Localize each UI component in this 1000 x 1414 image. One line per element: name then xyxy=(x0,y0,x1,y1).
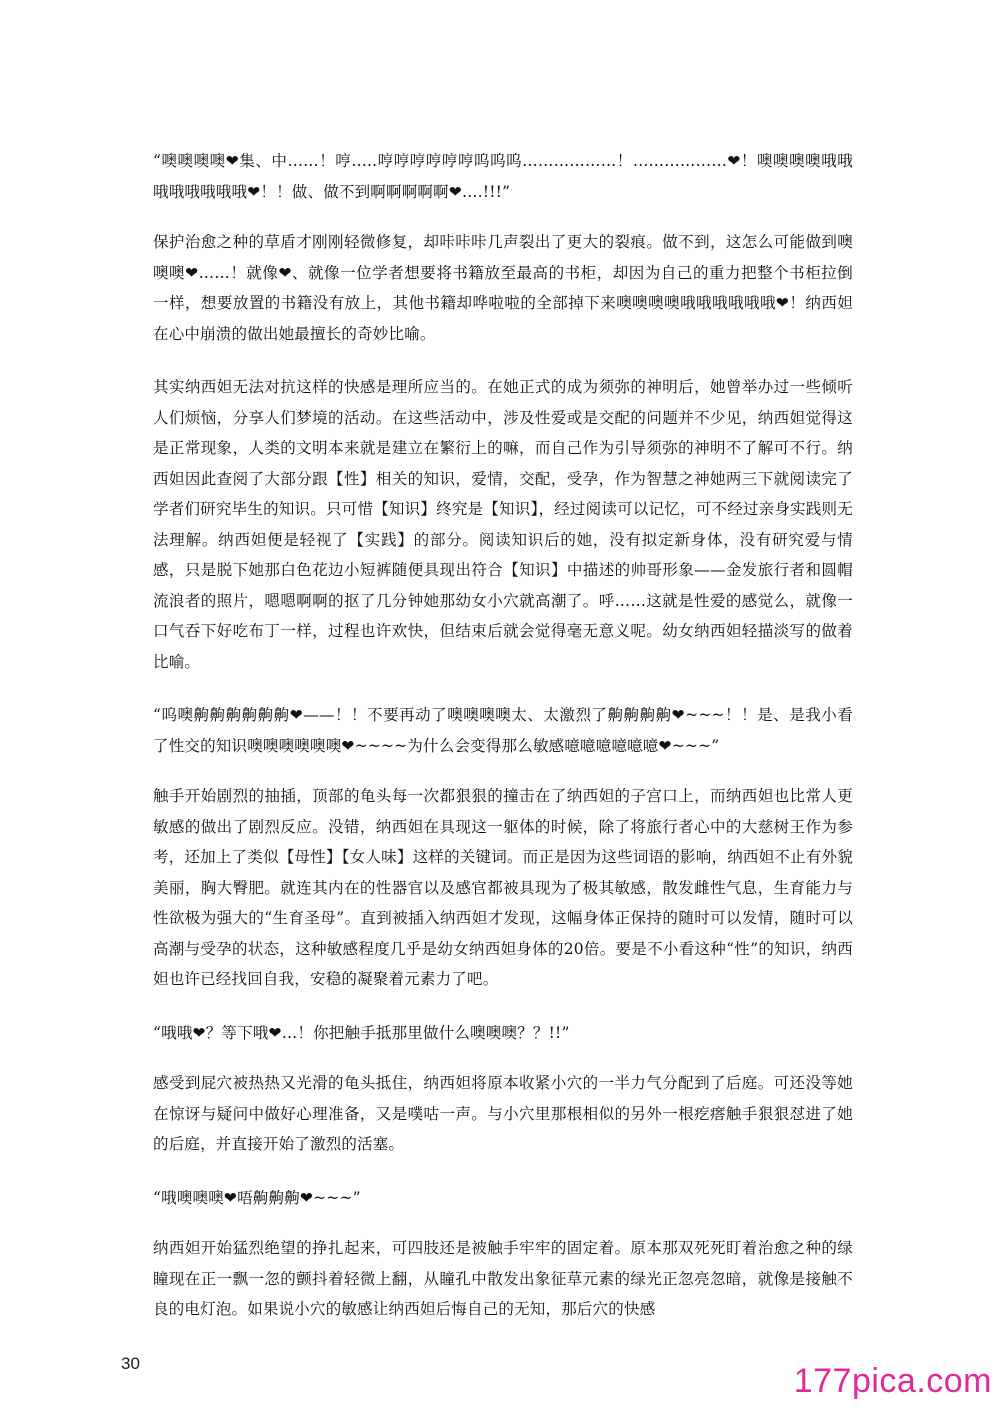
narrative-paragraph: 触手开始剧烈的抽插，顶部的龟头每一次都狠狠的撞击在了纳西妲的子宫口上，而纳西妲也比常人更敏感的做出了剧烈反应。没错，纳西妲在具现这一躯体的时候，除了将旅行者心中的大慈树王作为参考，还加上了类似【母性】【女人味】这样的关键词。而正是因为这些词语的影响，纳西妲不止有外貌美丽，胸大臀肥。就连其内在的性器官以及感官都被具现为了极其敏感，散发雌性气息，生育能力与性欲极为强大的“生育圣母”。直到被插入纳西妲才发现，这幅身体正保持的随时可以发情，随时可以高潮与受孕的状态，这种敏感程度几乎是幼女纳西妲身体的20倍。要是不小看这种“性”的知识，纳西妲也许已经找回自我，安稳的凝聚着元素力了吧。 xyxy=(153,787,853,988)
dialogue-paragraph: “呜噢齁齁齁齁齁齁❤——！！不要再动了噢噢噢噢太、太激烈了齁齁齁齁❤~~~！！是、是我小看了性交的知识噢噢噢噢噢噢❤~~~~为什么会变得那么敏感噫噫噫噫噫噫❤~~~” xyxy=(153,706,853,755)
page-number: 30 xyxy=(121,1354,140,1373)
narrative-paragraph: 保护治愈之种的草盾才刚刚轻微修复，却咔咔咔几声裂出了更大的裂痕。做不到，这怎么可能做到噢噢噢❤……！就像❤、就像一位学者想要将书籍放至最高的书柜，却因为自己的重力把整个书柜拉倒一样，想要放置的书籍没有放上，其他书籍却哗啦啦的全部掉下来噢噢噢噢哦哦哦哦哦哦❤！纳西妲在心中崩溃的做出她最擅长的奇妙比喻。 xyxy=(153,233,853,343)
narrative-paragraph: 感受到屁穴被热热又光滑的龟头抵住，纳西妲将原本收紧小穴的一半力气分配到了后庭。可还没等她在惊讶与疑问中做好心理准备，又是噗咕一声。与小穴里那根相似的另外一根疙瘩触手狠狠怼进了她的后庭，并直接开始了激烈的活塞。 xyxy=(153,1074,853,1153)
dialogue-paragraph: “哦哦❤？等下哦❤…！你把触手抵那里做什么噢噢噢？？!!” xyxy=(153,1023,570,1042)
site-watermark: 177pica.com xyxy=(793,1362,992,1400)
page-body xyxy=(153,146,853,1348)
narrative-paragraph: 纳西妲开始猛烈绝望的挣扎起来，可四肢还是被触手牢牢的固定着。原本那双死死盯着治愈之种的绿瞳现在正一飘一忽的颤抖着轻微上翻，从瞳孔中散发出象征草元素的绿光正忽亮忽暗，就像是接触不良的电灯泡。如果说小穴的敏感让纳西妲后悔自己的无知，那后穴的快感 xyxy=(153,1239,853,1318)
narrative-paragraph: 其实纳西妲无法对抗这样的快感是理所应当的。在她正式的成为须弥的神明后，她曾举办过一些倾听人们烦恼，分享人们梦境的活动。在这些活动中，涉及性爱或是交配的问题并不少见，纳西妲觉得这是正常现象，人类的文明本来就是建立在繁衍上的嘛，而自己作为引导须弥的神明不了解可不行。纳西妲因此查阅了大部分跟【性】相关的知识，爱情，交配，受孕，作为智慧之神她两三下就阅读完了学者们研究毕生的知识。只可惜【知识】终究是【知识】，经过阅读可以记忆，可不经过亲身实践则无法理解。纳西妲便是轻视了【实践】的部分。阅读知识后的她，没有拟定新身体，没有研究爱与情感，只是脱下她那白色花边小短裤随便具现出符合【知识】中描述的帅哥形象——金发旅行者和圆帽流浪者的照片，嗯嗯啊啊的抠了几分钟她那幼女小穴就高潮了。呼……这就是性爱的感觉么，就像一口气吞下好吃布丁一样，过程也许欢快，但结束后就会觉得毫无意义呢。幼女纳西妲轻描淡写的做着比喻。 xyxy=(153,378,853,671)
dialogue-paragraph: “噢噢噢噢❤集、中……！哼…..哼哼哼哼哼哼呜呜呜………………！………………❤！噢噢噢噢哦哦哦哦哦哦哦哦❤！！做、做不到啊啊啊啊啊❤….!!!” xyxy=(153,152,853,201)
dialogue-paragraph: “哦噢噢噢❤唔齁齁齁❤~~~” xyxy=(153,1188,361,1207)
